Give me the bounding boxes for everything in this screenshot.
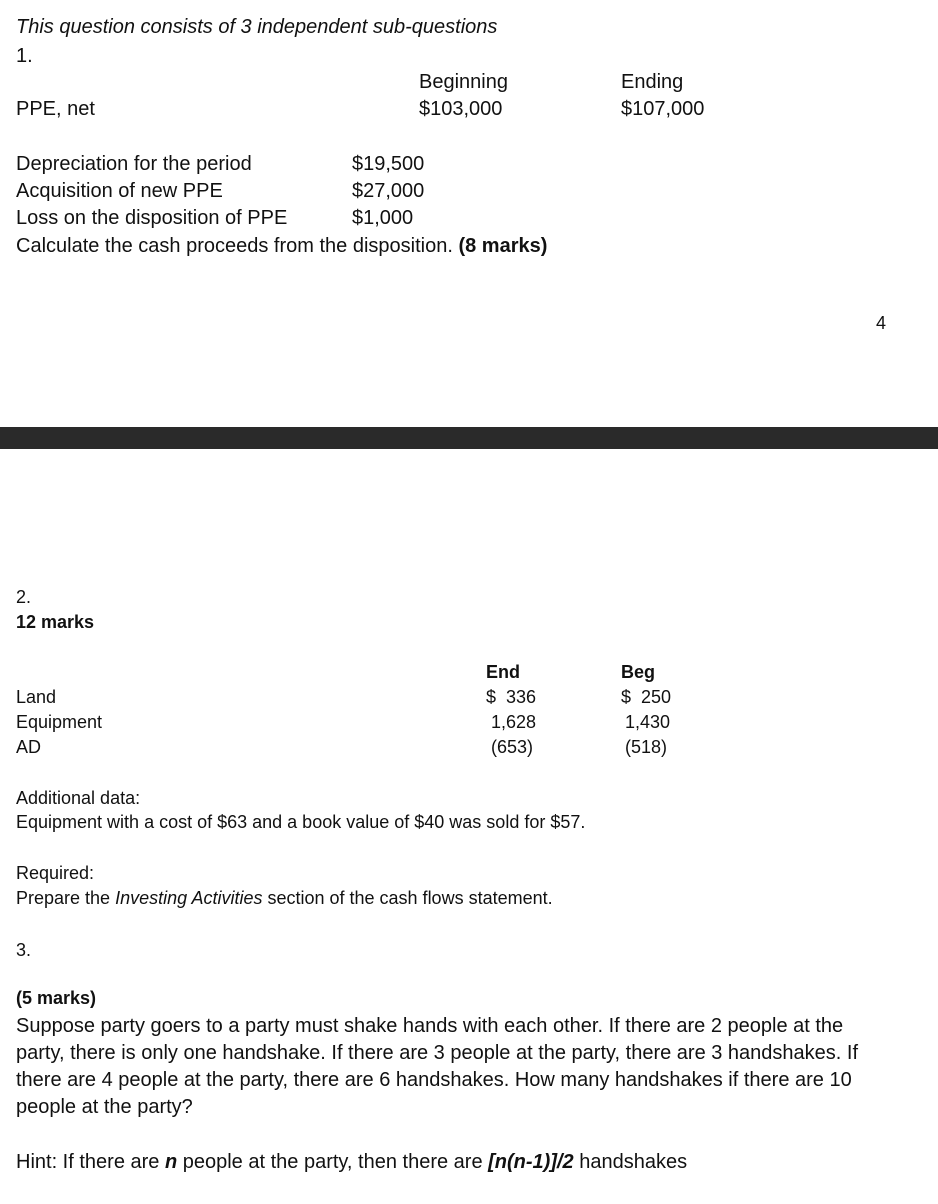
intro-heading: This question consists of 3 independent sub-questions bbox=[16, 16, 498, 38]
q2-row-end: $ 336 bbox=[486, 687, 537, 707]
q2-number: 2. bbox=[16, 587, 32, 607]
q1-beginning-value: $103,000 bbox=[419, 98, 503, 120]
q1-item-value: $27,000 bbox=[352, 180, 425, 202]
q1-question bbox=[16, 236, 547, 256]
q1-item-label: Acquisition of new PPE bbox=[16, 180, 223, 202]
q1-marks: (8 marks) bbox=[458, 235, 548, 257]
q2-required-pre: Prepare the bbox=[16, 888, 116, 908]
q1-row-label: PPE, net bbox=[16, 98, 95, 120]
q2-required-text bbox=[16, 889, 553, 907]
page-divider bbox=[0, 427, 938, 449]
q1-question-text: Calculate the cash proceeds from the disposition. bbox=[16, 235, 453, 257]
q2-row-end: (653) bbox=[491, 737, 534, 757]
q2-col-beg: Beg bbox=[621, 662, 656, 682]
q2-col-end: End bbox=[486, 662, 520, 682]
q2-required-post: section of the cash flows statement. bbox=[262, 888, 553, 908]
q2-additional-title: Additional data: bbox=[16, 788, 141, 808]
q3-marks: (5 marks) bbox=[16, 988, 97, 1008]
q1-number: 1. bbox=[16, 45, 33, 67]
q3-number: 3. bbox=[16, 940, 32, 960]
q1-item-value: $19,500 bbox=[352, 153, 425, 175]
q2-row-label: Equipment bbox=[16, 712, 103, 732]
q1-item-label: Depreciation for the period bbox=[16, 153, 252, 175]
q3-hint-n: n bbox=[164, 1151, 178, 1173]
q2-required-italic: Investing Activities bbox=[115, 888, 263, 908]
q1-col-ending: Ending bbox=[621, 71, 684, 93]
q2-row-beg: 1,430 bbox=[625, 712, 671, 732]
q3-hint bbox=[16, 1152, 687, 1172]
q3-body: Suppose party goers to a party must shake hands with each other. If there are 2 people at the party, there is only one handshake. If there are 3 people at the party, there are 3 handshakes. If there are 4 people at the party, there are 6 handshakes. How many handshakes if there are 10 people at the party? bbox=[16, 1015, 859, 1118]
q3-hint-pre: Hint: If there are bbox=[16, 1151, 165, 1173]
q2-row-end: 1,628 bbox=[491, 712, 537, 732]
q2-row-label: AD bbox=[16, 737, 42, 757]
q2-additional-text: Equipment with a cost of $63 and a book value of $40 was sold for $57. bbox=[16, 812, 586, 832]
q2-row-beg: (518) bbox=[625, 737, 668, 757]
q1-col-beginning: Beginning bbox=[419, 71, 508, 93]
q3-hint-mid: people at the party, then there are bbox=[177, 1151, 489, 1173]
q2-required-title: Required: bbox=[16, 863, 95, 883]
q2-row-beg: $ 250 bbox=[621, 687, 672, 707]
q1-item-label: Loss on the disposition of PPE bbox=[16, 207, 288, 229]
page-number: 4 bbox=[876, 313, 887, 333]
q2-marks: 12 marks bbox=[16, 612, 95, 632]
q1-ending-value: $107,000 bbox=[621, 98, 705, 120]
q3-hint-post: handshakes bbox=[573, 1151, 688, 1173]
q2-row-label: Land bbox=[16, 687, 57, 707]
q3-hint-formula: [n(n-1)]/2 bbox=[488, 1151, 574, 1173]
q1-item-value: $1,000 bbox=[352, 207, 414, 229]
